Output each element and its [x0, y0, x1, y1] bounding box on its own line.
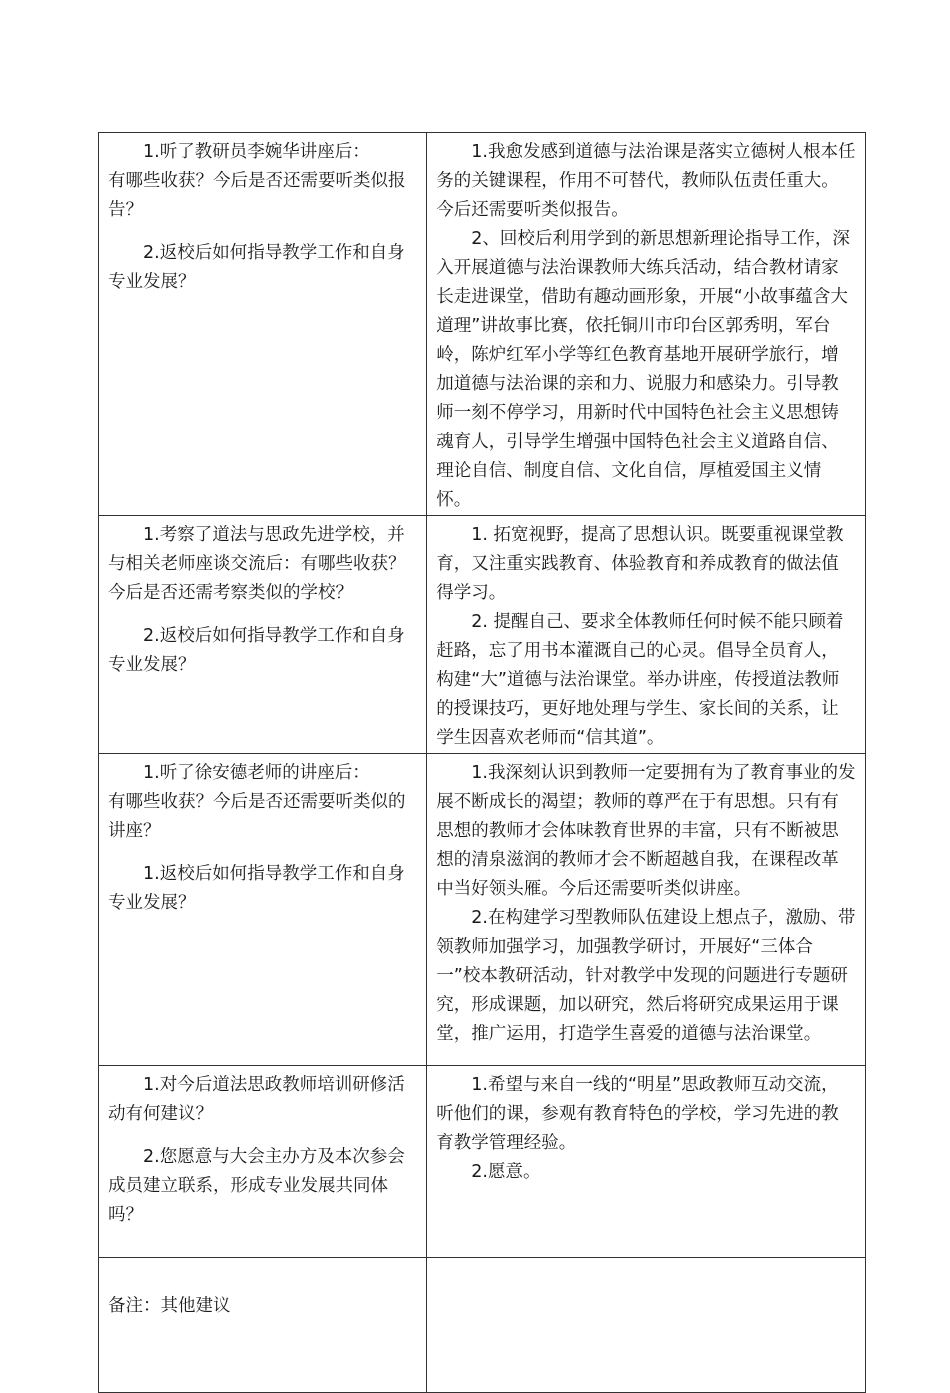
question-line: 2.您愿意与大会主办方及本次参会成员建立联系，形成专业发展共同体吗？ [108, 1147, 405, 1225]
answer-cell [427, 133, 866, 516]
remark-label: 备注：其他建议 [108, 1296, 231, 1316]
answer-paragraph: 2.愿意。 [471, 1162, 541, 1182]
question-line: 1.返校后如何指导教学工作和自身专业发展？ [108, 864, 405, 913]
table-row [99, 133, 866, 516]
table-row [99, 1258, 866, 1393]
answer-paragraph: 2.在构建学习型教师队伍建设上想点子，激励、带领教师加强学习，加强教学研讨，开展好“三体合一”校本教研活动，针对教学中发现的问题进行专题研究，形成课题，加以研究，然后将研究成果运用于课堂，推广运用，打造学生喜爱的道德与法治课堂。 [436, 908, 856, 1044]
question-sub [108, 239, 417, 297]
remark-value-cell[interactable] [427, 1258, 866, 1393]
question-sub [108, 622, 417, 680]
answer-cell [427, 754, 866, 1066]
question-line: 有哪些收获？今后是否还需要听类似报告？ [108, 171, 406, 220]
question-line: 2.返校后如何指导教学工作和自身专业发展？ [108, 626, 405, 675]
answer-cell [427, 516, 866, 754]
question-line: 1.听了教研员李婉华讲座后： [143, 142, 370, 162]
question-line: 1.听了徐安德老师的讲座后： [143, 763, 370, 783]
question-main [108, 138, 417, 225]
answer-text [436, 521, 856, 753]
question-cell [99, 133, 427, 516]
answer-paragraph: 2. 提醒自己、要求全体教师任何时候不能只顾着赶路，忘了用书本灌溉自己的心灵。倡导全员育人，构建“大”道德与法治课堂。举办讲座，传授道法教师的授课技巧，更好地处理与学生、家长间的关系，让学生因喜欢老师而“信其道”。 [436, 612, 844, 748]
answer-text [436, 1071, 856, 1187]
answer-paragraph: 1.希望与来自一线的“明星”思政教师互动交流，听他们的课，参观有教育特色的学校，学习先进的教育教学管理经验。 [436, 1075, 839, 1153]
answer-cell [427, 1066, 866, 1258]
question-line: 有哪些收获？今后是否还需要听类似的讲座？ [108, 792, 406, 841]
answer-text [436, 759, 856, 1049]
table-row [99, 516, 866, 754]
question-cell [99, 516, 427, 754]
answer-paragraph: 1.我愈发感到道德与法治课是落实立德树人根本任务的关键课程，作用不可替代，教师队伍责任重大。今后还需要听类似报告。 [436, 142, 856, 220]
question-cell [99, 754, 427, 1066]
answer-paragraph: 2、回校后利用学到的新思想新理论指导工作，深入开展道德与法治课教师大练兵活动，结合教材请家长走进课堂，借助有趣动画形象，开展“小故事蕴含大道理”讲故事比赛，依托铜川市印台区郭秀明，军台岭，陈炉红军小学等红色教育基地开展研学旅行，增加道德与法治课的亲和力、说服力和感染力。引导教师一刻不停学习，用新时代中国特色社会主义思想铸魂育人，引导学生增强中国特色社会主义道路自信、理论自信、制度自信、文化自信，厚植爱国主义情怀。 [436, 229, 850, 510]
question-cell [99, 1066, 427, 1258]
answer-paragraph: 1. 拓宽视野，提高了思想认识。既要重视课堂教育，又注重实践教育、体验教育和养成教育的做法值得学习。 [436, 525, 844, 603]
question-sub [108, 1143, 417, 1230]
table-row [99, 1066, 866, 1258]
table-row [99, 754, 866, 1066]
survey-table [98, 132, 866, 1393]
question-main [108, 521, 417, 608]
question-line: 1.对今后道法思政教师培训研修活动有何建议？ [108, 1075, 405, 1124]
question-line: 2.返校后如何指导教学工作和自身专业发展？ [108, 243, 405, 292]
answer-text [436, 138, 856, 515]
question-sub [108, 860, 417, 918]
remark-label-cell [99, 1258, 427, 1393]
question-main [108, 759, 417, 846]
question-line: 1.考察了道法与思政先进学校，并与相关老师座谈交流后：有哪些收获？今后是否还需考察类似的学校？ [108, 525, 406, 603]
question-main [108, 1071, 417, 1129]
answer-paragraph: 1.我深刻认识到教师一定要拥有为了教育事业的发展不断成长的渴望；教师的尊严在于有思想。只有有思想的教师才会体味教育世界的丰富，只有不断被思想的清泉滋润的教师才会不断超越自我，在课程改革中当好领头雁。今后还需要听类似讲座。 [436, 763, 856, 899]
